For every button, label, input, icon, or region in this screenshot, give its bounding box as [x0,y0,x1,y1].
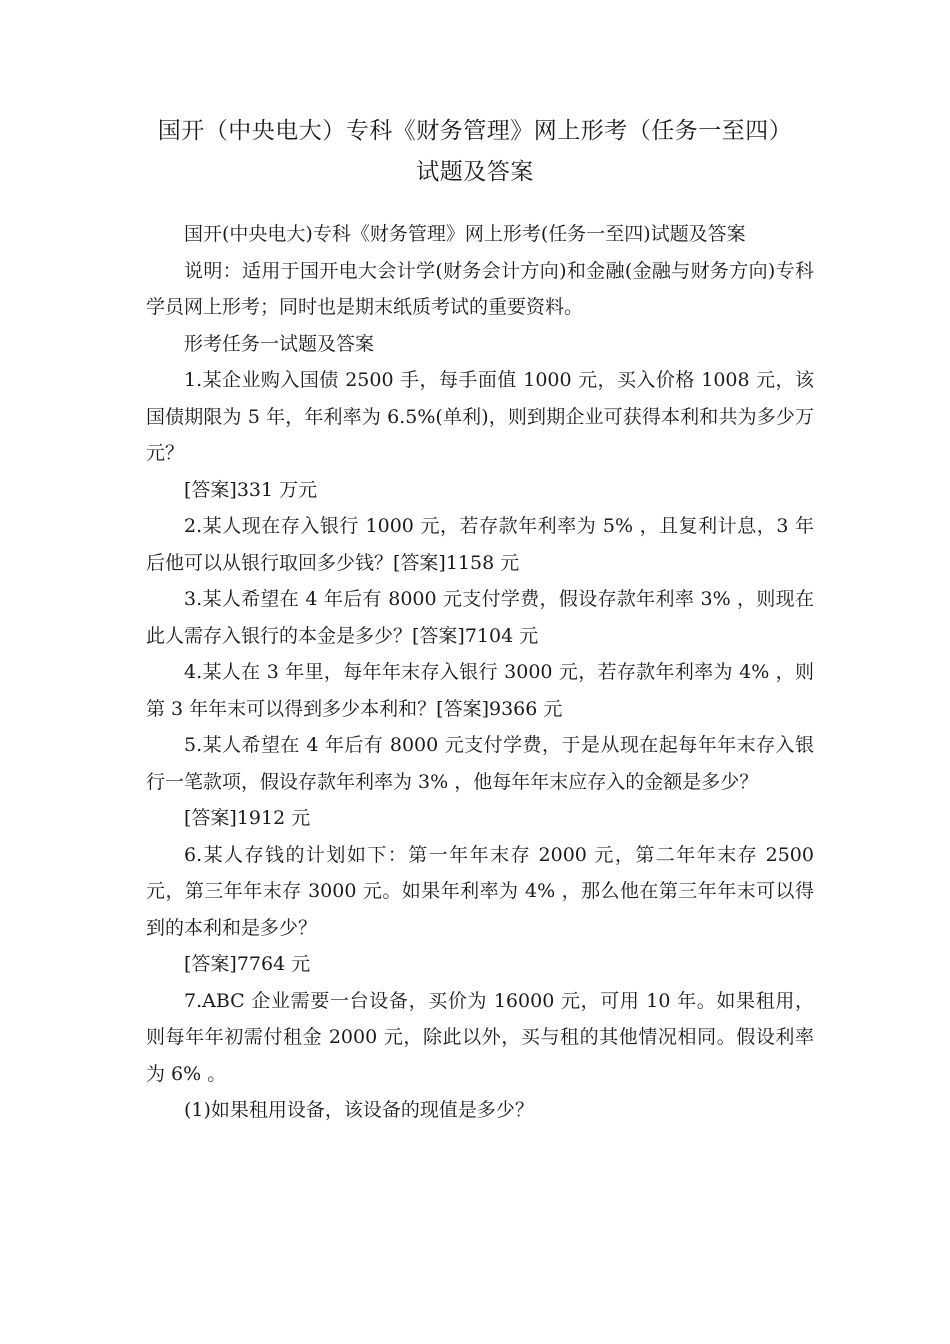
document-title-line-2: 试题及答案 [416,159,534,185]
question-5: 5.某人希望在 4 年后有 8000 元支付学费，于是从现在起每年年末存入银行一笔款项，假设存款年利率为 3% ，他每年年末应存入的金额是多少？ [146,734,814,793]
question-7-part-1: (1)如果租用设备，该设备的现值是多少？ [184,1099,534,1121]
document-title-line-1: 国开（中央电大）专科《财务管理》网上形考（任务一至四） [157,118,793,144]
question-6: 6.某人存钱的计划如下：第一年年末存 2000 元，第二年年末存 2500 元，第三年年末存 3000 元。如果年利率为 4% ，那么他在第三年年末可以得到的本利和是多少？ [146,843,814,939]
question-1: 1.某企业购入国债 2500 手，每手面值 1000 元，买入价格 1008 元，该国债期限为 5 年，年利率为 6.5%(单利)，则到期企业可获得本利和共为多少万元？ [146,369,814,464]
paragraph-note: 说明：适用于国开电大会计学(财务会计方向)和金融(金融与财务方向)专科学员网上形考；同时也是期末纸质考试的重要资料。 [146,259,814,318]
document-body [146,216,814,1129]
question-7: 7.ABC 企业需要一台设备，买价为 16000 元，可用 10 年。如果租用，则每年年初需付租金 2000 元，除此以外，买与租的其他情况相同。假设利率为 6% 。 [146,989,814,1085]
section-heading: 形考任务一试题及答案 [184,332,375,355]
question-2: 2.某人现在存入银行 1000 元，若存款年利率为 5% ，且复利计息，3 年后他可以从银行取回多少钱？[答案]1158 元 [146,515,814,574]
paragraph-intro: 国开(中央电大)专科《财务管理》网上形考(任务一至四)试题及答案 [184,223,746,245]
question-3: 3.某人希望在 4 年后有 8000 元支付学费，假设存款年利率 3% ，则现在此人需存入银行的本金是多少？[答案]7104 元 [146,588,814,647]
answer-1: [答案]331 万元 [184,478,318,501]
answer-6: [答案]7764 元 [184,953,311,975]
question-4: 4.某人在 3 年里，每年年末存入银行 3000 元，若存款年利率为 4% ，则第 3 年年末可以得到多少本利和？[答案]9366 元 [146,661,814,720]
answer-5: [答案]1912 元 [184,807,311,829]
